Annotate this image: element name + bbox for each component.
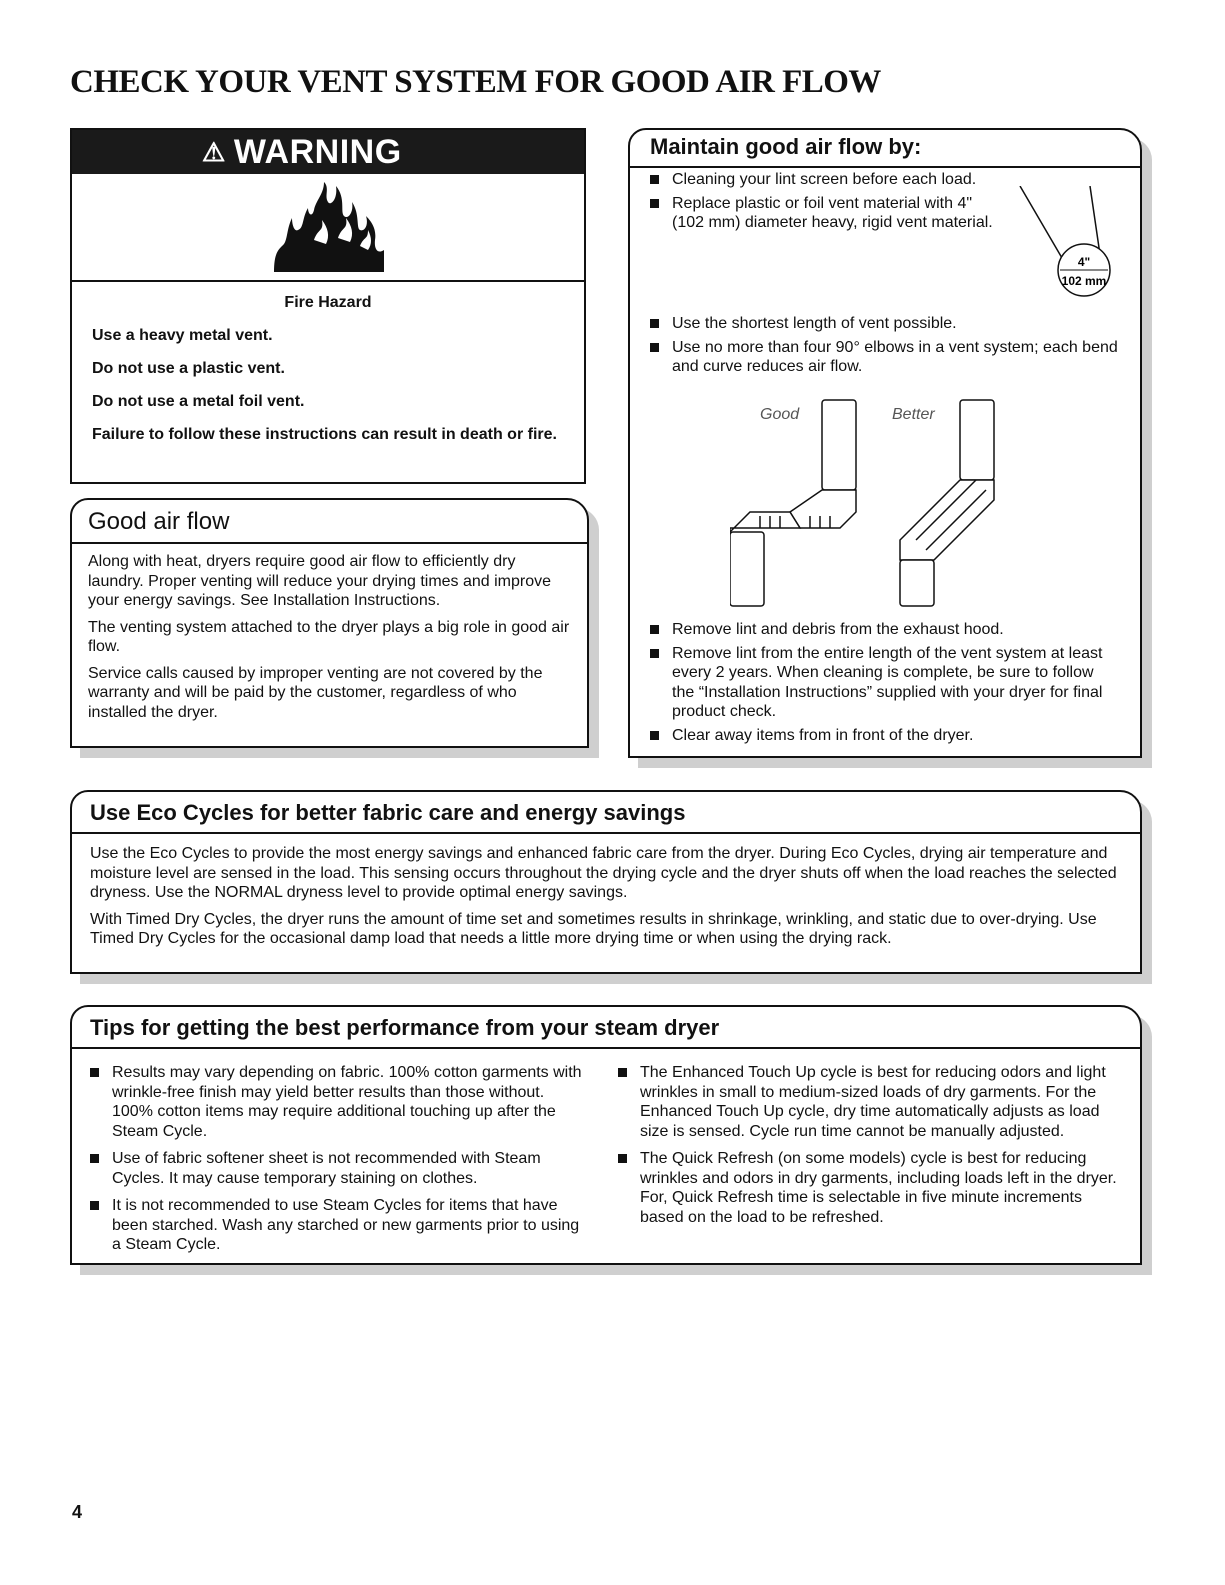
- fire-icon: [274, 180, 384, 275]
- maintain-title: Maintain good air flow by:: [630, 130, 1140, 168]
- page-title: CHECK YOUR VENT SYSTEM FOR GOOD AIR FLOW: [70, 64, 881, 100]
- elbow-diagram: [730, 390, 1030, 620]
- paragraph: With Timed Dry Cycles, the dryer runs the amount of time set and sometimes results in shrinkage, wrinkling, and static due to over-drying. Use Timed Dry Cycles for the occasional damp load that needs a little more drying time or when using the drying rack.: [90, 910, 1097, 947]
- list-item: Remove lint from the entire length of the vent system at least every 2 years. When cleaning is complete, be sure to follow the “Installation Instructions” supplied with your dryer for final product check.: [648, 644, 1118, 722]
- warning-header-label: WARNING: [233, 132, 402, 171]
- list-item: It is not recommended to use Steam Cycles for items that have been starched. Wash any starched or new garments prior to using a Steam Cycle.: [88, 1196, 588, 1255]
- warning-line: Do not use a plastic vent.: [92, 360, 285, 377]
- warning-line: Failure to follow these instructions can result in death or fire.: [92, 426, 557, 443]
- vent-diameter-diagram: [1010, 186, 1130, 306]
- diameter-label-inch: 4": [1077, 255, 1091, 269]
- list-item: The Quick Refresh (on some models) cycle is best for reducing wrinkles and odors in dry garments, including loads left in the dryer. For, Quick Refresh time is selectable in five minute increments based on the load to be refreshed.: [616, 1149, 1126, 1227]
- list-item: Use no more than four 90° elbows in a vent system; each bend and curve reduces air flow.: [648, 338, 1118, 377]
- page-number: 4: [72, 1502, 83, 1522]
- steam-tips-section: [70, 1005, 1142, 1265]
- list-item: Replace plastic or foil vent material with 4" (102 mm) diameter heavy, rigid vent material.: [648, 194, 1008, 233]
- elbow-good-label: Good: [760, 406, 800, 423]
- list-item: Cleaning your lint screen before each load.: [648, 170, 1008, 190]
- list-item: Use the shortest length of vent possible.: [648, 314, 1118, 334]
- eco-title: Use Eco Cycles for better fabric care and energy savings: [72, 792, 1140, 834]
- paragraph: Along with heat, dryers require good air flow to efficiently dry laundry. Proper venting will reduce your drying times and improve your energy savings. See Installation Instructions.: [88, 553, 552, 609]
- warning-triangle-icon: ⚠: [202, 136, 226, 167]
- good-air-flow-title: Good air flow: [72, 500, 587, 544]
- paragraph: Use the Eco Cycles to provide the most energy savings and enhanced fabric care from the dryer. During Eco Cycles, drying air temperature and moisture level are sensed in the load. This sensing occurs throughout the drying cycle and the dryer shuts off when the load reaches the selected dryness. Use the NORMAL dryness level to provide optimal energy savings.: [90, 845, 1117, 901]
- diameter-label-mm: 102 mm: [1061, 274, 1107, 288]
- list-item: Use of fabric softener sheet is not recommended with Steam Cycles. It may cause temporary staining on clothes.: [88, 1149, 588, 1188]
- list-item: Clear away items from in front of the dryer.: [648, 726, 1118, 746]
- paragraph: The venting system attached to the dryer plays a big role in good air flow.: [88, 618, 570, 655]
- list-item: Results may vary depending on fabric. 100% cotton garments with wrinkle-free finish may yield better results than those without. 100% cotton items may require additional touching up after the Steam Cycle.: [88, 1063, 588, 1141]
- warning-line: Use a heavy metal vent.: [92, 327, 273, 344]
- list-item: The Enhanced Touch Up cycle is best for reducing odors and light wrinkles in small to medium-sized loads of dry garments. For the Enhanced Touch Up cycle, dry time automatically adjusts as load size is sensed. Cycle run time cannot be manually adjusted.: [616, 1063, 1126, 1141]
- elbow-better-label: Better: [892, 406, 935, 423]
- fire-area: [72, 174, 584, 282]
- warning-line: Do not use a metal foil vent.: [92, 393, 305, 410]
- hazard-title: Fire Hazard: [284, 294, 372, 311]
- eco-cycles-section: [70, 790, 1142, 974]
- maintain-air-flow-section: [628, 128, 1142, 758]
- paragraph: Service calls caused by improper venting are not covered by the warranty and will be paid by the customer, regardless of who installed the dryer.: [88, 664, 543, 721]
- tips-title: Tips for getting the best performance from your steam dryer: [72, 1007, 1140, 1049]
- warning-header: [72, 130, 584, 174]
- warning-box: [70, 128, 586, 484]
- good-air-flow-section: [70, 498, 589, 748]
- list-item: Remove lint and debris from the exhaust hood.: [648, 620, 1118, 640]
